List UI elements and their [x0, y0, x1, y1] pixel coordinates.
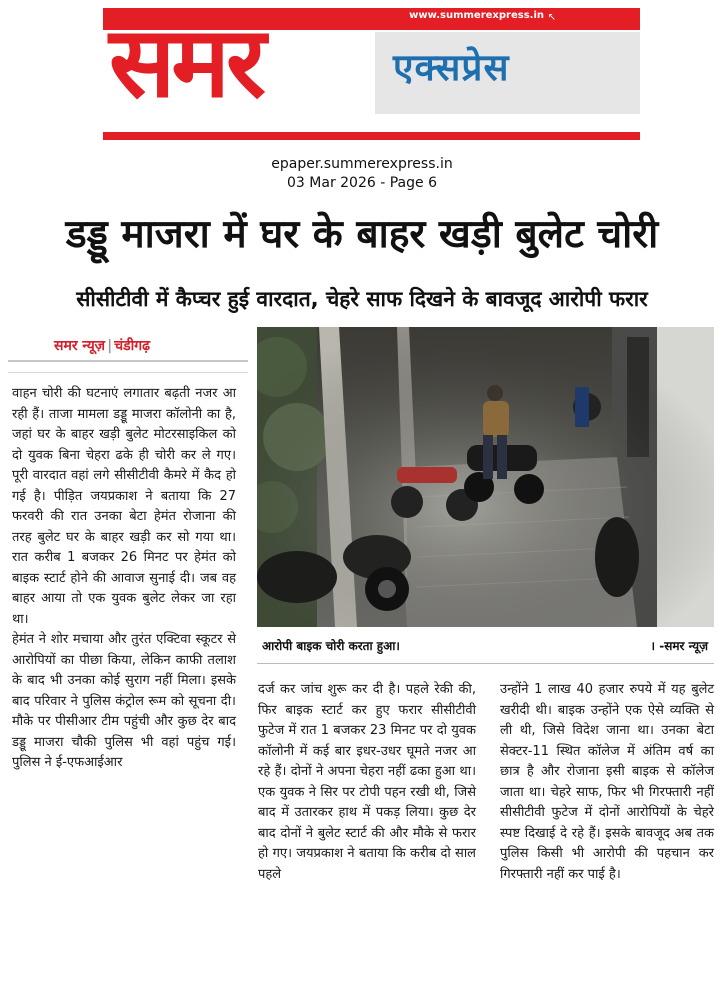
masthead-title: समर	[109, 5, 262, 120]
edition-site: epaper.summerexpress.in	[271, 156, 453, 172]
byline-divider	[8, 360, 248, 362]
masthead-url: www.summerexpress.in	[409, 10, 544, 21]
article-subheadline: सीसीटीवी में कैप्चर हुई वारदात, चेहरे साफ दिखने के बावजूद आरोपी फरार	[76, 287, 648, 311]
byline-source: समर न्यूज़	[54, 338, 106, 354]
byline-divider-thin	[8, 372, 248, 373]
edition-date-page: 03 Mar 2026 - Page 6	[287, 175, 437, 191]
byline-separator: |	[107, 338, 113, 354]
column-1-paragraph-1: वाहन चोरी की घटनाएं लगातार बढ़ती नजर आ रही हैं। ताजा मामला डड्डू माजरा कॉलोनी का है, जहां घर के बाहर खड़ी बुलेट मोटरसाइकिल को दो युवक बिना चेहरा ढके ही चोरी कर ले गए। पूरी वारदात वहां लगे सीसीटीवी कैमरे में कैद हो गई है। पीड़ित जयप्रकाश ने बताया कि 27 फरवरी की रात उनका बेटा हेमंत रोजाना की तरह बुलेट घर के बाहर खड़ी कर सो गया था। रात करीब 1 बजकर 26 मिनट पर हेमंत को बाइक स्टार्ट होने की आवाज सुनाई दी। जब वह बाहर आया तो एक युवक बुलेट लेकर जा रहा था।	[12, 386, 236, 627]
column-2-paragraph-1: दर्ज कर जांच शुरू कर दी है। पहले रेकी की, फिर बाइक स्टार्ट कर हुए फरार सीसीटीवी फुटेज में रात 1 बजकर 23 मिनट पर दो युवक कॉलोनी में कई बार इधर-उधर घूमते नजर आ रहे हैं। दोनों ने अपना चेहरा नहीं ढका हुआ था। एक युवक ने सिर पर टोपी पहन रखी थी, जिसे बाद में उतारकर हाथ में पकड़ लिया। कुछ देर बाद दोनों ने बुलेट स्टार्ट की और मौके से फरार हो गए। जयप्रकाश ने बताया कि करीब दो साल पहले	[258, 682, 476, 882]
article-column-1	[12, 384, 236, 774]
photo-credit: । -समर न्यूज़	[650, 639, 708, 653]
column-3-paragraph-1: उन्होंने 1 लाख 40 हजार रुपये में यह बुलेट खरीदी थी। बाइक उन्होंने एक ऐसे व्यक्ति से ली थी, जिसे विदेश जाना था। उनका बेटा सेक्टर-11 स्थित कॉलेज में अंतिम वर्ष का छात्र है और रोजाना इसी बाइक से कॉलेज जाता था। चेहरे साफ, फिर भी गिरफ्तारी नहीं सीसीटीवी फुटेज में दोनों आरोपियों के चेहरे स्पष्ट दिखाई दे रहे हैं। इसके बावजूद अब तक पुलिस किसी भी आरोपी की पहचान कर गिरफ्तारी नहीं कर पाई है।	[500, 682, 714, 882]
column-1-paragraph-2: हेमंत ने शोर मचाया और तुरंत एक्टिवा स्कूटर से आरोपियों का पीछा किया, लेकिन काफी तलाश के बाद भी उनका कोई सुराग नहीं मिला। इसके बाद परिवार ने पुलिस कंट्रोल रूम को सूचना दी। मौके पर पीसीआर टीम पहुंची और कुछ देर बाद डड्डू माजरा चौकी पुलिस भी वहां पहुंच गई। पुलिस ने ई-एफआईआर	[12, 632, 236, 770]
caption-divider	[257, 663, 714, 664]
masthead-logo	[103, 5, 640, 140]
article-headline: डड्डू माजरा में घर के बाहर खड़ी बुलेट चोरी	[65, 212, 659, 257]
byline-location: चंडीगढ़	[114, 338, 150, 354]
article-column-3	[500, 680, 714, 885]
photo-caption: आरोपी बाइक चोरी करता हुआ।	[262, 639, 400, 653]
cursor-icon: ↖	[547, 12, 556, 23]
article-photo	[257, 327, 714, 627]
cctv-photo-illustration	[257, 327, 714, 627]
article-column-2	[258, 680, 476, 885]
byline	[54, 336, 150, 355]
masthead-bottom-bar	[103, 132, 640, 140]
masthead-subtitle: एक्सप्रेस	[393, 46, 510, 89]
